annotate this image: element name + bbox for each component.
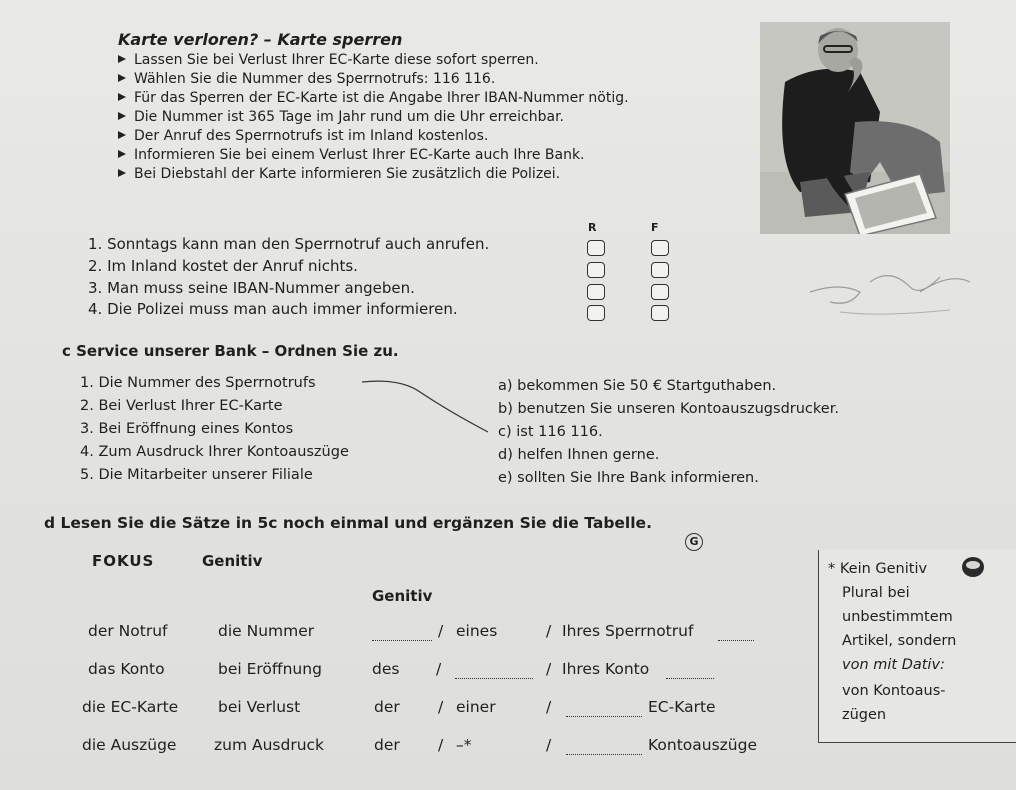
fill-blank[interactable] xyxy=(718,628,754,641)
table-def-article: der xyxy=(374,736,400,754)
note-line: von mit Dativ: xyxy=(842,657,945,673)
fill-blank[interactable] xyxy=(372,628,432,641)
note-line: zügen xyxy=(842,707,887,723)
match-right-d: d) helfen Ihnen gerne. xyxy=(498,447,660,463)
section-d-heading: d Lesen Sie die Sätze in 5c noch einmal und ergänzen Sie die Tabelle. xyxy=(44,514,652,532)
table-possessive: Ihres Konto xyxy=(562,660,650,678)
note-line: Artikel, sondern xyxy=(842,633,957,649)
note-line: Plural bei xyxy=(842,585,910,601)
smiley-icon xyxy=(960,555,986,579)
section-c-heading: c Service unserer Bank – Ordnen Sie zu. xyxy=(62,342,399,360)
info-bullet: Informieren Sie bei einem Verlust Ihrer EC-Karte auch Ihre Bank. xyxy=(118,147,585,163)
table-slash: / xyxy=(438,698,444,716)
table-phrase: bei Verlust xyxy=(218,698,301,716)
table-noun: das Konto xyxy=(88,660,165,678)
table-def-article: der xyxy=(374,698,400,716)
table-indef-article: eines xyxy=(456,622,498,640)
rf-header-r: R xyxy=(588,221,597,234)
table-noun: die EC-Karte xyxy=(82,698,179,716)
table-possessive: EC-Karte xyxy=(648,698,716,716)
fill-blank[interactable] xyxy=(666,666,714,679)
note-line: unbestimmtem xyxy=(842,609,953,625)
table-slash: / xyxy=(546,736,552,754)
fill-blank[interactable] xyxy=(566,704,642,717)
info-bullet: Bei Diebstahl der Karte informieren Sie zusätzlich die Polizei. xyxy=(118,166,560,182)
fill-blank[interactable] xyxy=(455,666,533,679)
statement-4: 4. Die Polizei muss man auch immer informieren. xyxy=(88,300,458,318)
table-slash: / xyxy=(546,698,552,716)
note-line: von Kontoaus- xyxy=(842,683,946,699)
match-right-a: a) bekommen Sie 50 € Startguthaben. xyxy=(498,378,777,394)
info-bullet: Wählen Sie die Nummer des Sperrnotrufs: 116 116. xyxy=(118,71,495,87)
match-left-3: 3. Bei Eröffnung eines Kontos xyxy=(80,421,294,437)
table-indef-article: –* xyxy=(456,736,472,754)
table-slash: / xyxy=(546,660,552,678)
section-b-title: Karte verloren? – Karte sperren xyxy=(118,30,403,49)
table-possessive: Ihres Sperrnotruf xyxy=(562,622,694,640)
match-right-e: e) sollten Sie Ihre Bank informieren. xyxy=(498,470,759,486)
table-possessive: Kontoauszüge xyxy=(648,736,757,754)
match-left-5: 5. Die Mitarbeiter unserer Filiale xyxy=(80,467,313,483)
fokus-label: FOKUS xyxy=(92,552,155,570)
table-slash: / xyxy=(438,622,444,640)
table-phrase: zum Ausdruck xyxy=(214,736,325,754)
statement-3: 3. Man muss seine IBAN-Nummer angeben. xyxy=(88,279,415,297)
table-slash: / xyxy=(438,736,444,754)
info-bullet: Der Anruf des Sperrnotrufs ist im Inland kostenlos. xyxy=(118,128,488,144)
table-slash: / xyxy=(436,660,442,678)
table-header-genitiv: Genitiv xyxy=(372,587,433,605)
info-bullet: Für das Sperren der EC-Karte ist die Angabe Ihrer IBAN-Nummer nötig. xyxy=(118,90,629,106)
match-left-4: 4. Zum Ausdruck Ihrer Kontoauszüge xyxy=(80,444,349,460)
match-left-1: 1. Die Nummer des Sperrnotrufs xyxy=(80,375,316,391)
table-phrase: die Nummer xyxy=(218,622,315,640)
table-noun: die Auszüge xyxy=(82,736,177,754)
grammar-badge: G xyxy=(685,533,703,551)
match-right-b: b) benutzen Sie unseren Kontoauszugsdrucker. xyxy=(498,401,839,417)
fokus-topic: Genitiv xyxy=(202,552,263,570)
note-line: * Kein Genitiv xyxy=(828,561,928,577)
table-def-article: des xyxy=(372,660,400,678)
info-bullet: Lassen Sie bei Verlust Ihrer EC-Karte diese sofort sperren. xyxy=(118,52,539,68)
table-phrase: bei Eröffnung xyxy=(218,660,322,678)
match-right-c: c) ist 116 116. xyxy=(498,424,603,440)
info-bullet: Die Nummer ist 365 Tage im Jahr rund um die Uhr erreichbar. xyxy=(118,109,564,125)
fill-blank[interactable] xyxy=(566,742,642,755)
statement-2: 2. Im Inland kostet der Anruf nichts. xyxy=(88,257,358,275)
match-left-2: 2. Bei Verlust Ihrer EC-Karte xyxy=(80,398,283,414)
table-slash: / xyxy=(546,622,552,640)
table-noun: der Notruf xyxy=(88,622,168,640)
rf-header-f: F xyxy=(651,221,659,234)
statement-1: 1. Sonntags kann man den Sperrnotruf auch anrufen. xyxy=(88,235,490,253)
table-indef-article: einer xyxy=(456,698,496,716)
